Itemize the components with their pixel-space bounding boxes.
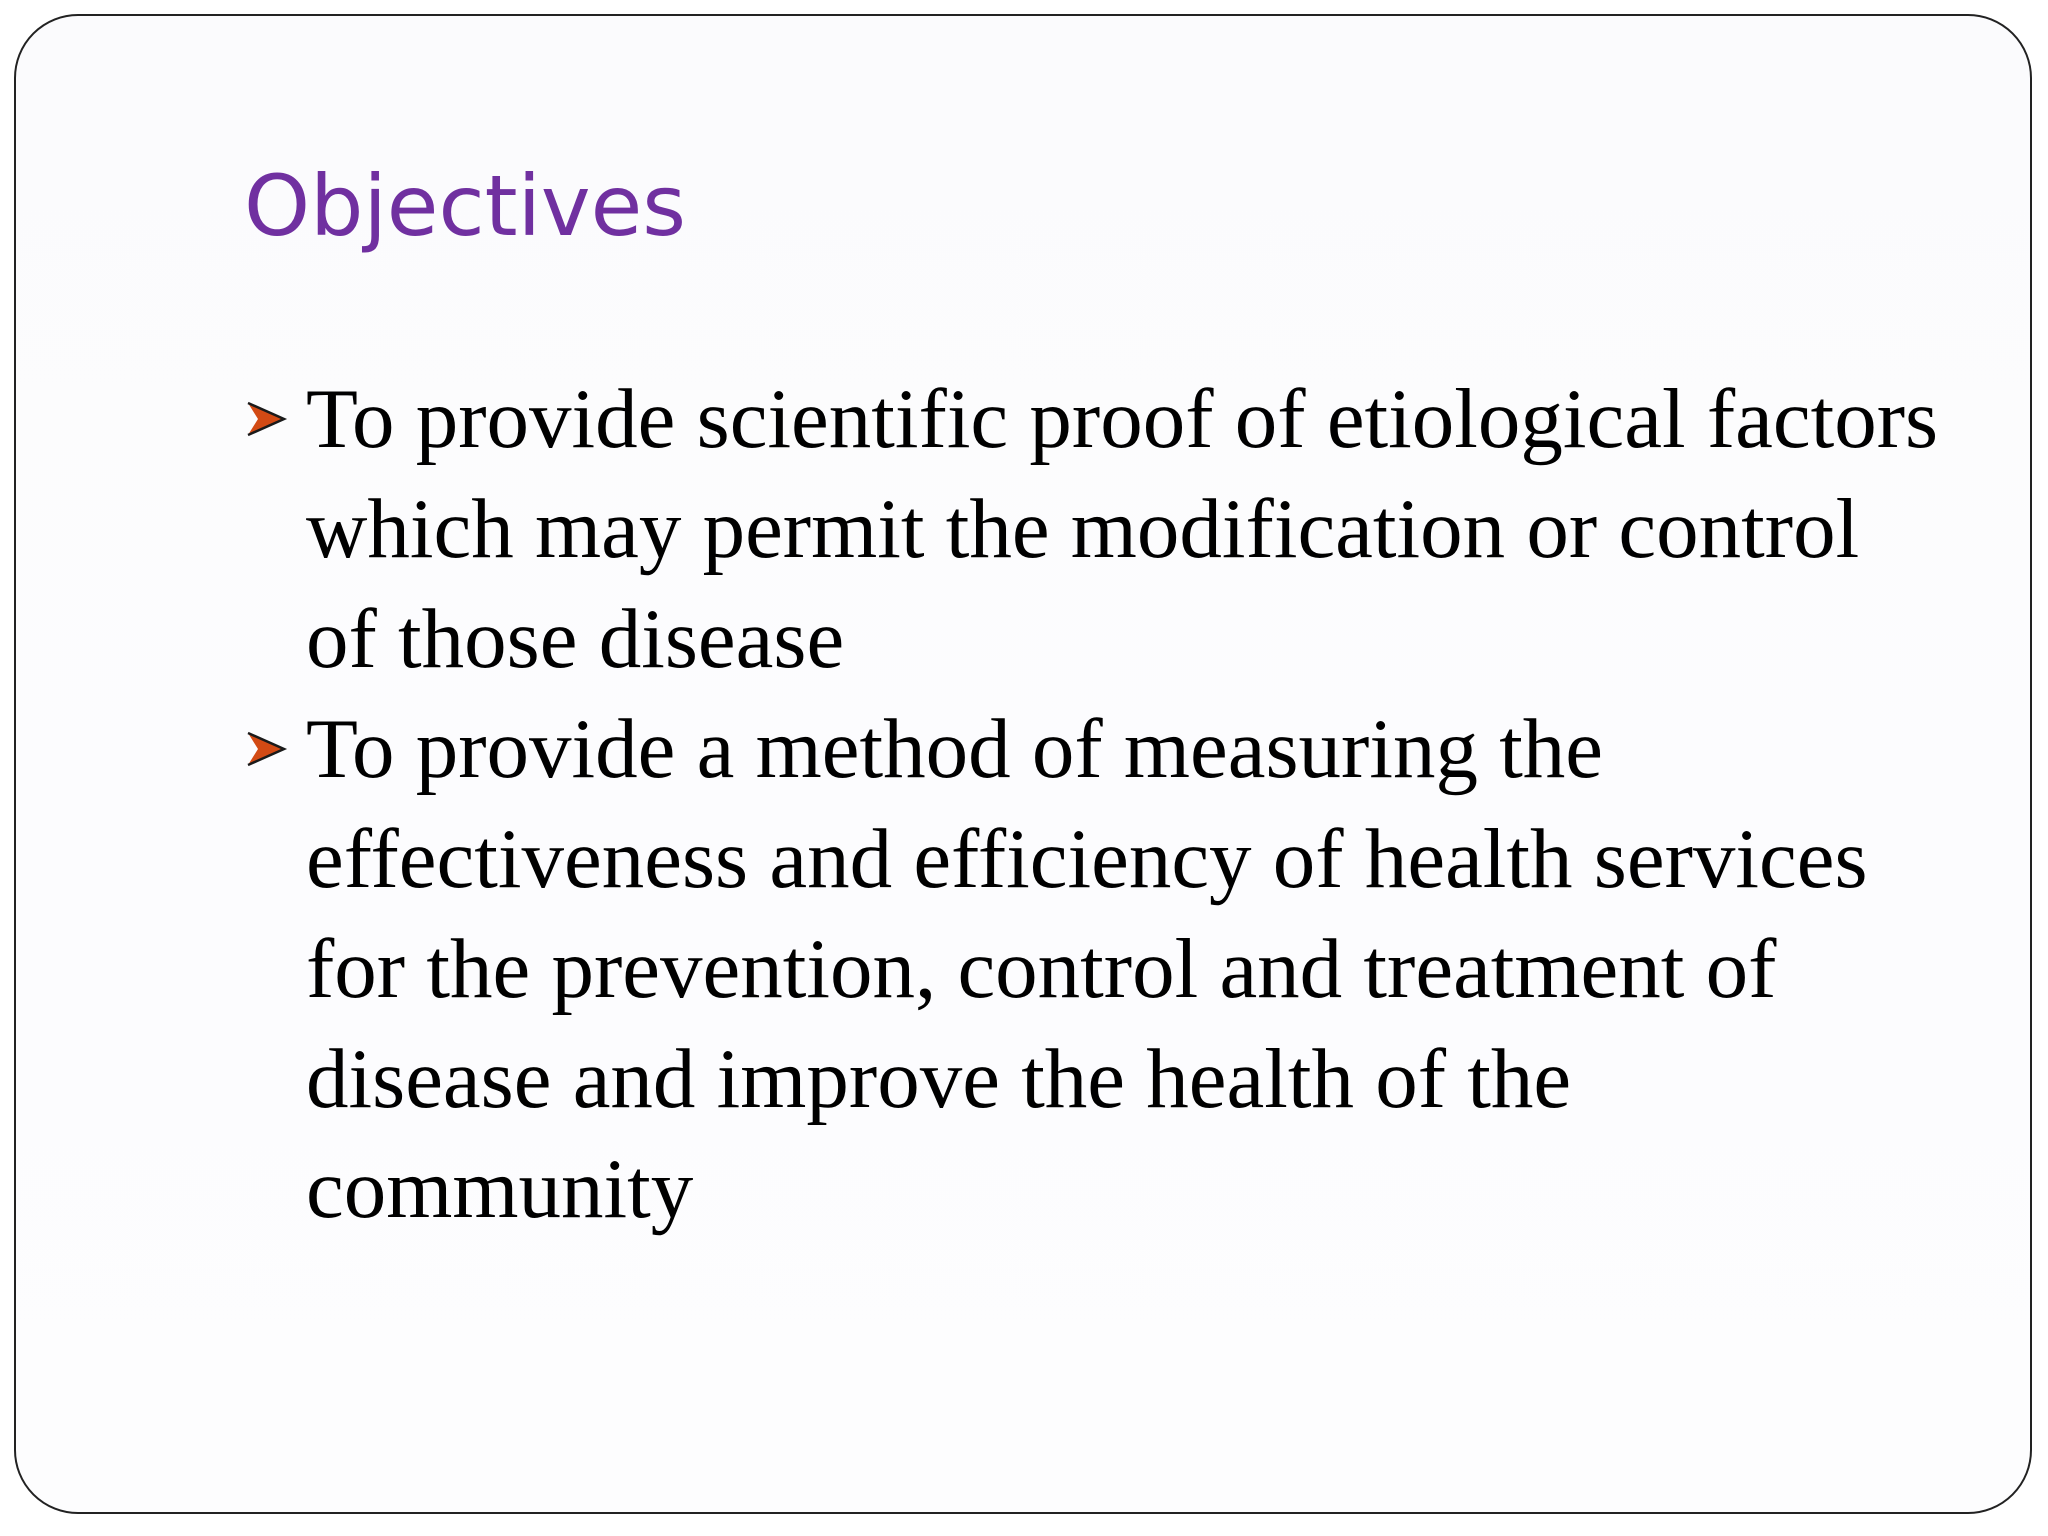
bullet-text: To provide scientific proof of etiological factors which may permit the modification or control of those disease [306,372,1939,686]
arrowhead-bullet-icon [244,694,306,804]
slide-title: Objectives [244,157,687,255]
bullet-list [244,364,1944,1244]
slide-content [228,16,2030,1512]
slide [14,14,2032,1514]
bullet-item [244,694,1944,1244]
bullet-text: To provide a method of measuring the effectiveness and efficiency of health services for the prevention, control and treatment of disease and improve the health of the community [306,702,1868,1236]
bullet-item [244,364,1944,694]
arrowhead-bullet-icon [244,364,306,474]
